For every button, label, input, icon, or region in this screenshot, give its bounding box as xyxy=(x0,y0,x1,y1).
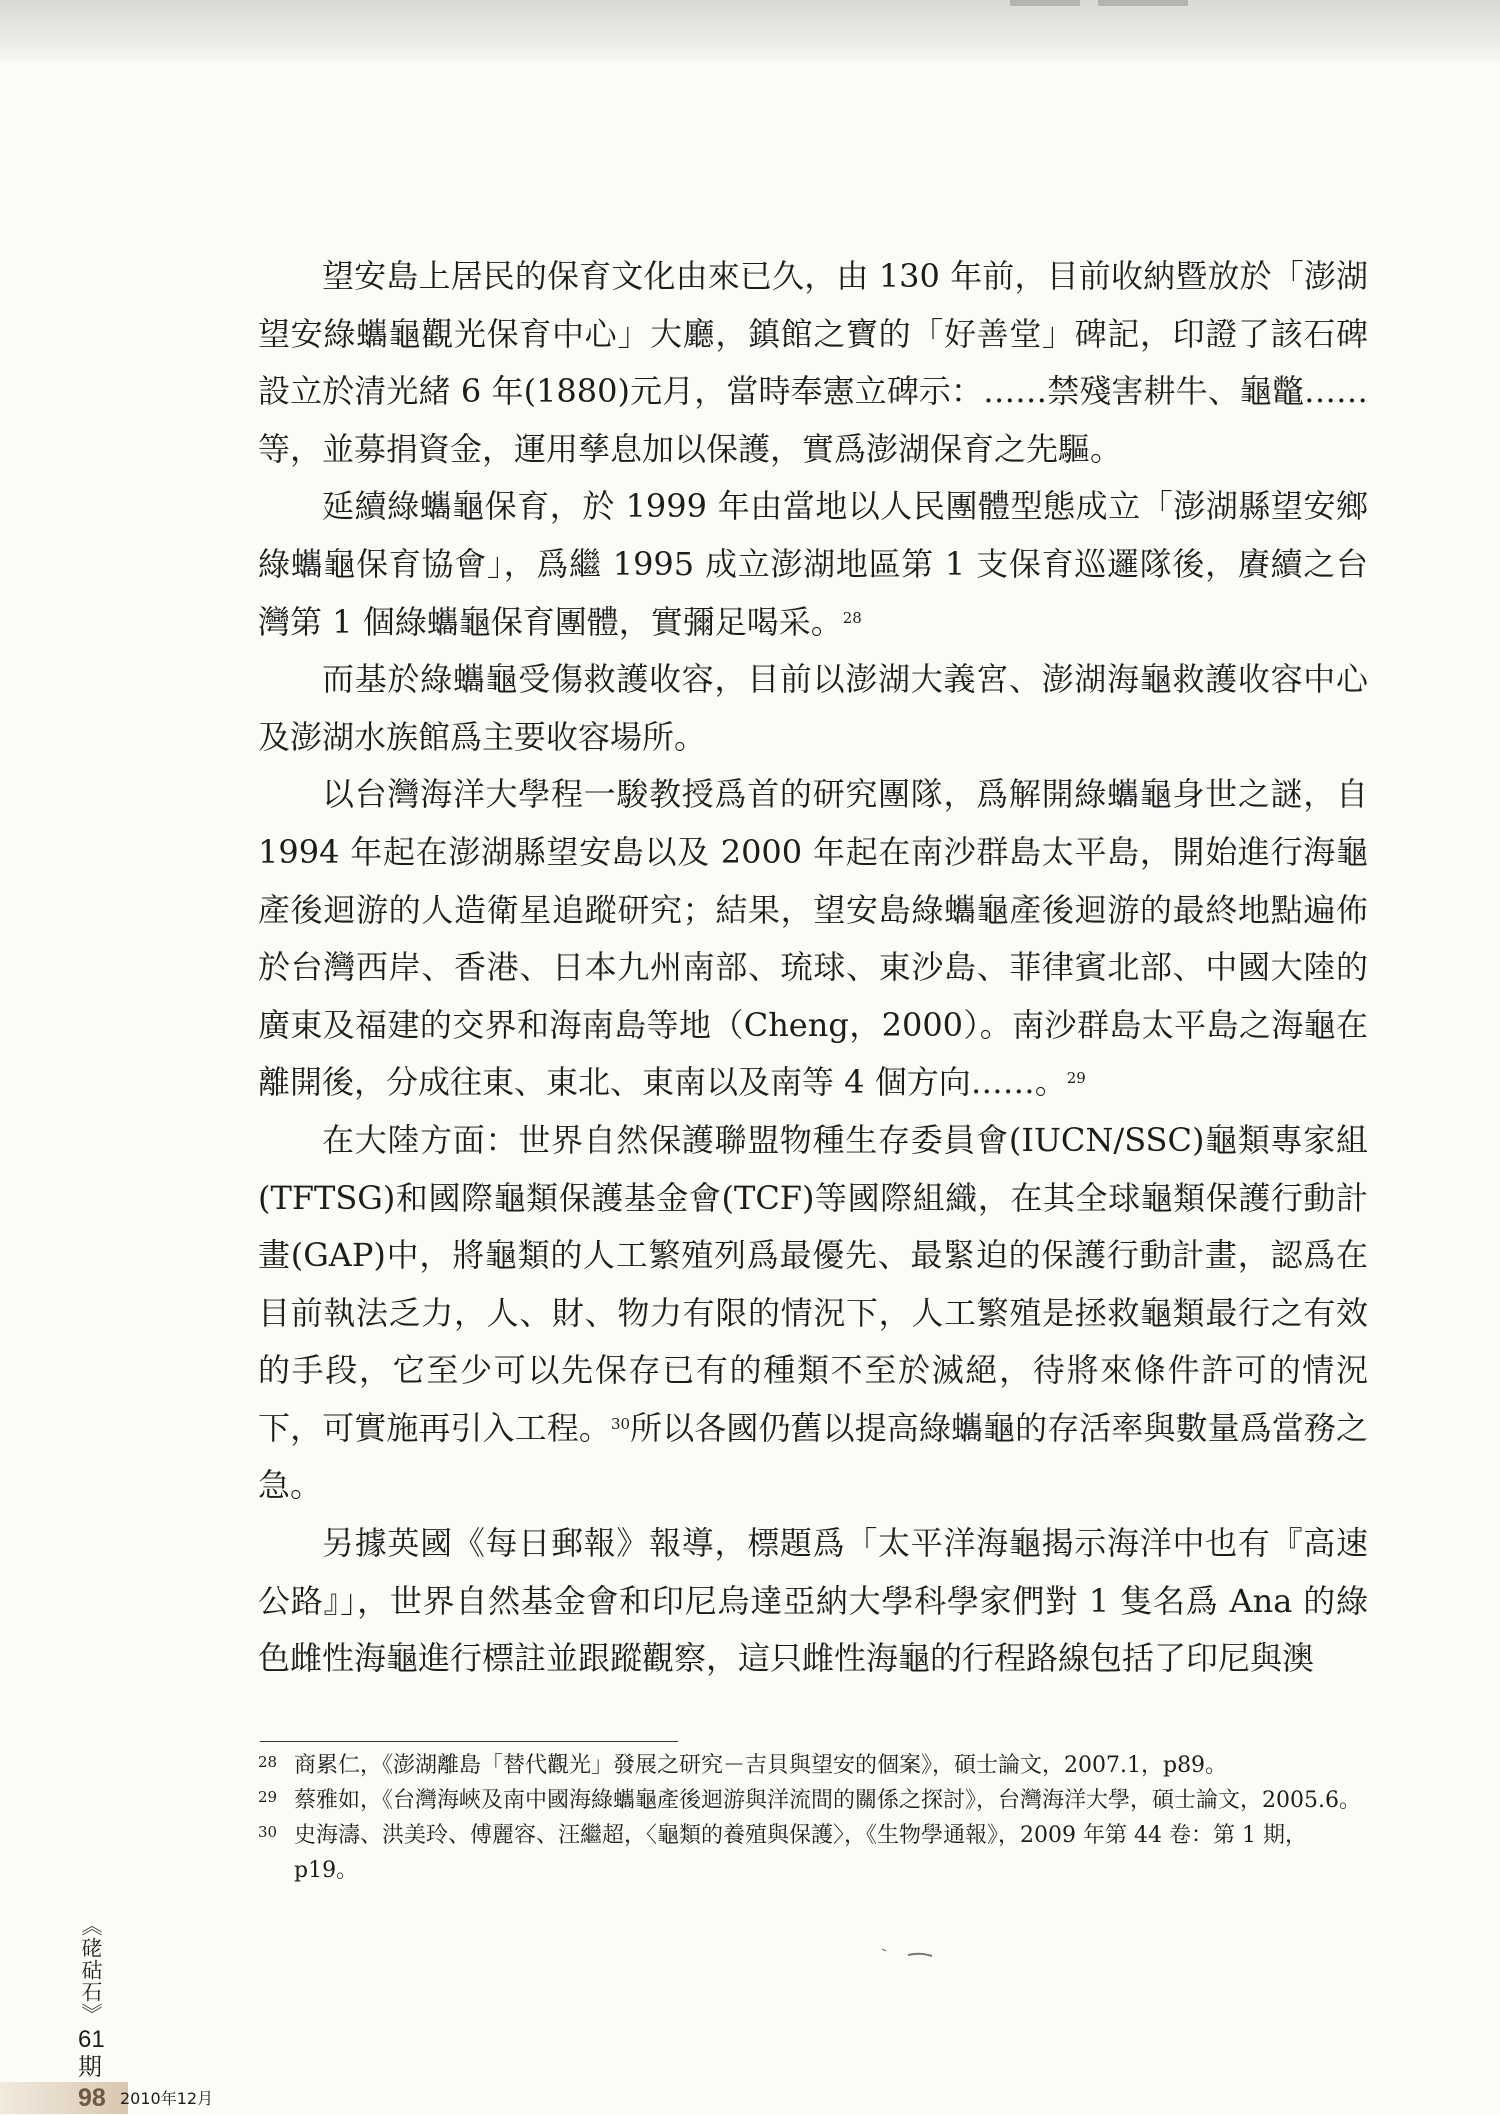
page-number-bar xyxy=(0,2082,128,2114)
footnotes xyxy=(258,1748,1368,1888)
footnote xyxy=(258,1818,1368,1888)
footnote-ref: 29 xyxy=(1066,1069,1086,1088)
paragraph: 以台灣海洋大學程一駿教授爲首的研究團隊，爲解開綠蠵龜身世之謎，自 1994 年起在澎湖縣望安島以及 2000 年起在南沙群島太平島，開始進行海龜產後迴游的人造衛星追蹤研究；結果，望安島綠蠵龜產後迴游的最終地點遍佈於台灣西岸、香港、日本九州南部、琉球、東沙島、菲律賓北部、中國大陸的廣東及福建的交界和海南島等地（Cheng，2000）。南沙群島太平島之海龜在離開後，分成往東、東北、東南以及南等 4 個方向……。$^{29}$ xyxy=(258,775,1368,1102)
footnote-divider xyxy=(260,1741,678,1742)
footnote-text: 商累仁，《澎湖離島「替代觀光」發展之研究－吉貝與望安的個案》，碩士論文，2007.1，p89。 xyxy=(294,1753,1228,1778)
paragraph: 而基於綠蠵龜受傷救護收容，目前以澎湖大義宮、澎湖海龜救護收容中心及澎湖水族館爲主要收容場所。 xyxy=(258,660,1368,756)
issue-suffix: 期 xyxy=(78,2054,102,2081)
paragraph: 望安島上居民的保育文化由來已久，由 130 年前，目前收納暨放於「澎湖望安綠蠵龜觀光保育中心」大廳，鎮館之寶的「好善堂」碑記，印證了該石碑設立於清光緒 6 年(1880)元月，當時奉憲立碑示：……禁殘害耕牛、龜鼈……等，並募捐資金，運用孳息加以保護，實爲澎湖保育之先驅。 xyxy=(258,257,1368,468)
paragraph: 延續綠蠵龜保育，於 1999 年由當地以人民團體型態成立「澎湖縣望安鄉綠蠵龜保育協會」，爲繼 1995 成立澎湖地區第 1 支保育巡邏隊後，賡續之台灣第 1 個綠蠵龜保育團體，實彌足喝采。$^{28}$ xyxy=(258,487,1368,641)
footnote-text: 史海濤、洪美玲、傅麗容、汪繼超，〈龜類的養殖與保護〉，《生物學通報》，2009 年第 44 卷：第 1 期，p19。 xyxy=(294,1823,1307,1883)
scan-top-band xyxy=(0,0,1500,62)
footnote-ref: 30 xyxy=(610,1414,631,1433)
page-number: 98 xyxy=(78,2084,106,2112)
paragraph: 另據英國《每日郵報》報導，標題爲「太平洋海龜揭示海洋中也有『高速公路』」，世界自然基金會和印尼烏達亞納大學科學家們對 1 隻名爲 Ana 的綠色雌性海龜進行標註並跟蹤觀察，這只雌性海龜的行程路線包括了印尼與澳 xyxy=(258,1524,1368,1678)
footnote-ref: 28 xyxy=(842,608,862,627)
footnote xyxy=(258,1783,1368,1818)
scan-top-mark xyxy=(1010,0,1080,6)
footnote-text: 蔡雅如，《台灣海峽及南中國海綠蠵龜產後迴游與洋流間的關係之探討》，台灣海洋大學，碩士論文，2005.6。 xyxy=(294,1788,1361,1813)
paragraph: 在大陸方面：世界自然保護聯盟物種生存委員會(IUCN/SSC)龜類專家組(TFTSG)和國際龜類保護基金會(TCF)等國際組織，在其全球龜類保護行動計畫(GAP)中，將龜類的人工繁殖列爲最優先、最緊迫的保護行動計畫，認爲在目前執法乏力，人、財、物力有限的情況下，人工繁殖是拯救龜類最行之有效的手段，它至少可以先保存已有的種類不至於滅絕，待將來條件許可的情況下，可實施再引入工程。$^{30}$所以各國仍舊以提高綠蠵龜的存活率與數量爲當務之急。 xyxy=(258,1120,1368,1505)
footnote-number: 29 xyxy=(258,1788,278,1806)
scan-marks xyxy=(880,1946,950,1960)
article-body xyxy=(258,248,1368,1688)
journal-title: 《硓𥑮石》 xyxy=(79,1915,103,2025)
issue-date: 2010年12月 xyxy=(120,2089,214,2108)
scan-top-mark xyxy=(1098,0,1188,6)
footnote xyxy=(258,1748,1368,1783)
footnote-number: 28 xyxy=(258,1753,278,1771)
issue-number: 61 期 xyxy=(78,2026,105,2081)
footnote-number: 30 xyxy=(258,1823,278,1841)
